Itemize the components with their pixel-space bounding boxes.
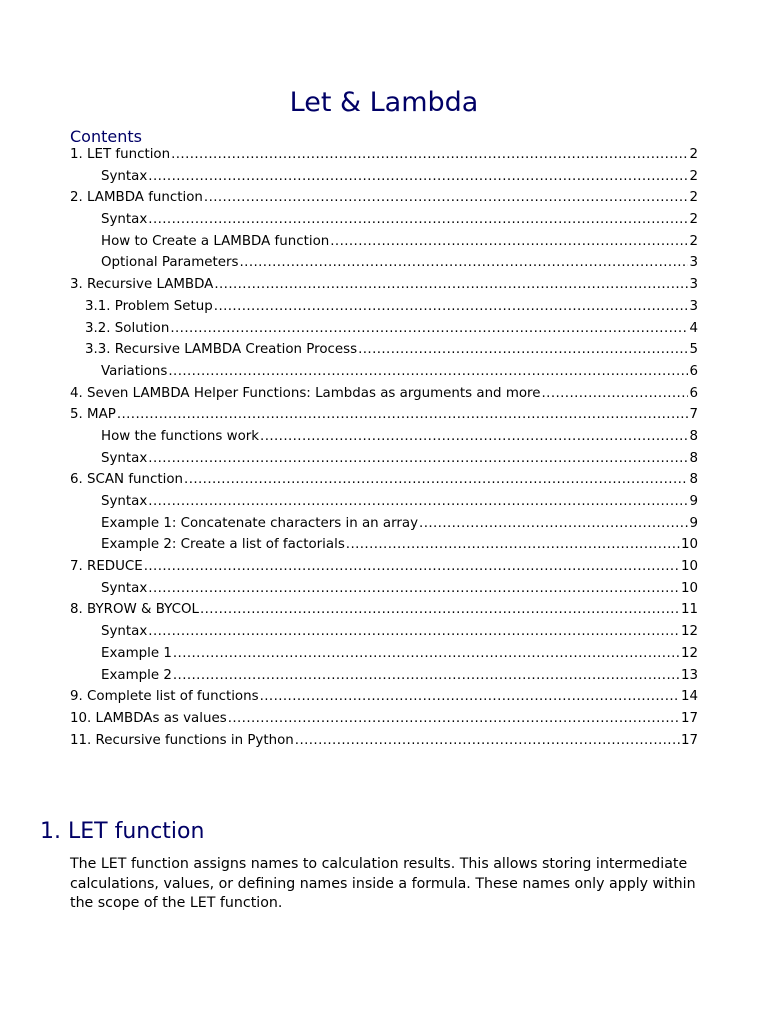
toc-entry-label[interactable]: 6. SCAN function — [70, 472, 184, 488]
toc-entry-page-number[interactable]: 3 — [689, 277, 698, 293]
toc-entry-page-number[interactable]: 8 — [689, 472, 698, 488]
toc-entry[interactable] — [70, 426, 698, 448]
toc-entry-page-number[interactable]: 5 — [689, 342, 698, 358]
toc-entry-page-number[interactable]: 4 — [689, 320, 698, 336]
toc-entry-label[interactable]: Syntax — [101, 494, 148, 509]
toc-entry-label[interactable]: 3.3. Recursive LAMBDA Creation Process — [85, 342, 358, 358]
toc-entry-label[interactable]: Syntax — [101, 624, 148, 640]
toc-entry[interactable] — [70, 513, 698, 535]
toc-entry[interactable] — [70, 252, 698, 274]
toc-leader-dots — [240, 252, 689, 274]
toc-entry[interactable] — [70, 621, 698, 643]
toc-entry[interactable] — [70, 534, 698, 556]
toc-leader-dots — [260, 426, 688, 448]
toc-entry-label[interactable]: Example 2 — [101, 667, 172, 683]
toc-entry[interactable] — [70, 708, 698, 730]
toc-entry-page-number[interactable]: 2 — [689, 147, 698, 162]
table-of-contents — [70, 144, 698, 751]
toc-entry-label[interactable]: Syntax — [101, 580, 148, 596]
toc-leader-dots — [117, 404, 689, 426]
toc-leader-dots — [228, 708, 680, 730]
toc-entry[interactable] — [70, 491, 698, 513]
toc-entry-label[interactable]: 1. LET function — [70, 147, 171, 162]
toc-leader-dots — [148, 578, 680, 600]
section-paragraph: The LET function assigns names to calculation results. This allows storing intermediate calculations, values, or defining names inside a formula. These names only apply within the scope of the LET function. — [70, 856, 696, 912]
toc-entry-page-number[interactable]: 12 — [680, 645, 698, 661]
toc-leader-dots — [542, 383, 689, 405]
toc-leader-dots — [170, 318, 688, 340]
toc-entry-label[interactable]: Syntax — [101, 168, 148, 184]
toc-entry-page-number[interactable]: 9 — [689, 494, 698, 509]
toc-entry-label[interactable]: 7. REDUCE — [70, 559, 143, 575]
toc-entry-label[interactable]: 3.1. Problem Setup — [85, 298, 213, 314]
toc-entry[interactable] — [70, 318, 698, 340]
toc-entry-label[interactable]: Example 1: Concatenate characters in an array — [101, 515, 419, 531]
toc-entry-page-number[interactable]: 9 — [689, 515, 698, 531]
toc-entry[interactable] — [70, 404, 698, 426]
toc-leader-dots — [204, 187, 689, 209]
toc-entry-label[interactable]: 3.2. Solution — [85, 320, 170, 336]
toc-entry-page-number[interactable]: 12 — [680, 624, 698, 640]
toc-leader-dots — [214, 296, 689, 318]
toc-entry[interactable] — [70, 448, 698, 470]
toc-entry-label[interactable]: Syntax — [101, 450, 148, 466]
toc-entry-label[interactable]: Example 2: Create a list of factorials — [101, 537, 345, 553]
toc-entry-page-number[interactable]: 3 — [689, 255, 698, 271]
toc-entry-label[interactable]: 5. MAP — [70, 407, 116, 423]
toc-entry-label[interactable]: How to Create a LAMBDA function — [101, 233, 330, 249]
toc-entry-page-number[interactable]: 2 — [689, 168, 698, 184]
toc-entry-page-number[interactable]: 2 — [689, 212, 698, 228]
toc-leader-dots — [148, 166, 688, 188]
toc-entry-page-number[interactable]: 7 — [689, 407, 698, 423]
toc-entry-label[interactable]: Variations — [101, 363, 168, 379]
toc-entry[interactable] — [70, 231, 698, 253]
toc-entry-page-number[interactable]: 17 — [680, 710, 698, 726]
toc-entry-label[interactable]: Optional Parameters — [101, 255, 239, 271]
toc-leader-dots — [346, 534, 680, 556]
toc-entry-page-number[interactable]: 13 — [680, 667, 698, 683]
toc-leader-dots — [173, 665, 680, 687]
toc-entry-page-number[interactable]: 3 — [689, 298, 698, 314]
toc-entry[interactable] — [70, 599, 698, 621]
toc-entry[interactable] — [70, 274, 698, 296]
toc-entry-page-number[interactable]: 2 — [689, 190, 698, 206]
toc-leader-dots — [173, 643, 680, 665]
toc-entry[interactable] — [70, 556, 698, 578]
toc-entry-page-number[interactable]: 10 — [680, 537, 698, 553]
toc-leader-dots — [184, 469, 688, 491]
toc-entry[interactable] — [70, 643, 698, 665]
toc-leader-dots — [200, 599, 680, 621]
toc-leader-dots — [171, 144, 688, 166]
toc-leader-dots — [148, 491, 688, 513]
toc-entry-page-number[interactable]: 6 — [689, 385, 698, 401]
toc-leader-dots — [330, 231, 688, 253]
toc-entry[interactable] — [70, 166, 698, 188]
toc-entry[interactable] — [70, 665, 698, 687]
toc-entry-label[interactable]: Syntax — [101, 212, 148, 228]
toc-entry[interactable] — [70, 339, 698, 361]
toc-entry-label[interactable]: 8. BYROW & BYCOL — [70, 602, 199, 618]
toc-leader-dots — [358, 339, 688, 361]
toc-entry-page-number[interactable]: 10 — [680, 580, 698, 596]
toc-entry-label[interactable]: 9. Complete list of functions — [70, 689, 259, 705]
toc-entry-label[interactable]: Example 1 — [101, 645, 172, 661]
toc-entry[interactable] — [70, 144, 698, 166]
toc-entry[interactable] — [70, 296, 698, 318]
toc-entry[interactable] — [70, 686, 698, 708]
toc-heading: Contents — [70, 127, 142, 146]
toc-entry-label[interactable]: 10. LAMBDAs as values — [70, 710, 227, 726]
toc-entry-label[interactable]: 3. Recursive LAMBDA — [70, 277, 214, 293]
toc-entry-label[interactable]: 11. Recursive functions in Python — [70, 732, 294, 748]
toc-leader-dots — [168, 361, 688, 383]
toc-entry-label[interactable]: 2. LAMBDA function — [70, 190, 203, 206]
toc-entry-label[interactable]: How the functions work — [101, 428, 260, 444]
toc-leader-dots — [148, 621, 680, 643]
toc-entry[interactable] — [70, 383, 698, 405]
toc-entry-label[interactable]: 4. Seven LAMBDA Helper Functions: Lambdas as arguments and more — [70, 385, 541, 401]
toc-leader-dots — [419, 513, 688, 535]
toc-entry[interactable] — [70, 187, 698, 209]
toc-entry[interactable] — [70, 730, 698, 752]
document-title: Let & Lambda — [289, 87, 479, 118]
toc-entry-page-number[interactable]: 6 — [689, 363, 698, 379]
toc-leader-dots — [214, 274, 688, 296]
toc-entry-page-number[interactable]: 17 — [680, 732, 698, 748]
toc-leader-dots — [148, 209, 688, 231]
toc-entry-page-number[interactable]: 8 — [689, 450, 698, 466]
toc-entry[interactable] — [70, 469, 698, 491]
toc-leader-dots — [148, 448, 688, 470]
toc-entry[interactable] — [70, 361, 698, 383]
toc-entry-page-number[interactable]: 8 — [689, 428, 698, 444]
toc-leader-dots — [260, 686, 680, 708]
toc-entry-page-number[interactable]: 11 — [680, 602, 698, 618]
toc-entry[interactable] — [70, 578, 698, 600]
toc-entry-page-number[interactable]: 10 — [680, 559, 698, 575]
toc-entry[interactable] — [70, 209, 698, 231]
section-heading: 1. LET function — [40, 819, 205, 844]
toc-leader-dots — [295, 730, 680, 752]
toc-entry-page-number[interactable]: 14 — [680, 689, 698, 705]
toc-leader-dots — [144, 556, 680, 578]
toc-entry-page-number[interactable]: 2 — [689, 233, 698, 249]
